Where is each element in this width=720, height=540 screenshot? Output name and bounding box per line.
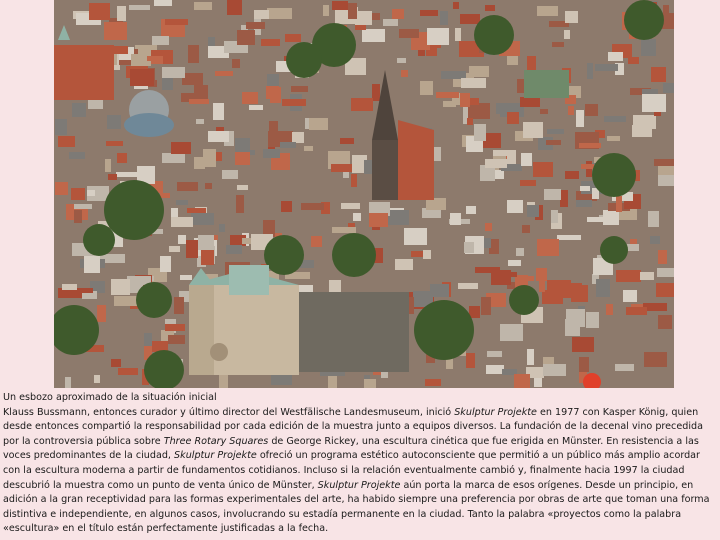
roof-block — [129, 5, 150, 10]
roof-block — [436, 92, 459, 98]
roof-block — [194, 2, 212, 10]
caption-text: ofreció un programa estético autoconsciente que permitió a un público más amplio acordar con la escultura moderna a partir de fundamentos cotidianos. Incluso si la relación eventualmente cambió y, finalmente hacia 1997 la ciudad descubrió la muestra como un punto de venta único de Münster, — [3, 450, 701, 491]
roof-block — [430, 284, 449, 297]
roof-block — [242, 92, 258, 104]
roof-block — [616, 270, 641, 282]
roof-block — [58, 136, 75, 147]
roof-block — [455, 28, 461, 41]
roof-block — [291, 86, 308, 92]
roof-block — [623, 290, 637, 302]
roof-block — [586, 312, 599, 328]
roof-block — [65, 377, 71, 388]
tree-canopy — [136, 282, 172, 318]
roof-block — [104, 22, 127, 40]
roof-block — [392, 9, 404, 19]
tree-canopy — [83, 224, 115, 256]
tree-canopy — [264, 235, 304, 275]
roof-block — [581, 164, 594, 169]
roof-block — [271, 375, 292, 385]
roof-block — [267, 74, 279, 86]
roof-block — [213, 103, 224, 120]
roof-block — [615, 364, 634, 371]
roof-block — [640, 272, 654, 280]
roof-block — [323, 5, 329, 16]
roof-block — [420, 10, 438, 16]
roof-block — [309, 118, 328, 130]
roof-block — [196, 119, 204, 124]
roof-block — [395, 259, 413, 270]
roof-block — [401, 70, 408, 77]
roof-block — [227, 0, 242, 15]
roof-block — [641, 39, 656, 56]
caption-text: Klauss Bussmann, entonces curador y último director del Westfälische Landesmuseum, inició — [3, 406, 455, 418]
roof-block — [108, 174, 117, 180]
tree-canopy — [509, 285, 539, 315]
roof-block — [72, 103, 86, 117]
roof-block — [427, 28, 449, 45]
roof-block — [226, 245, 242, 254]
roof-block — [194, 157, 205, 169]
roof-block — [162, 153, 185, 163]
roof-block — [116, 172, 137, 177]
roof-block — [520, 180, 536, 186]
roof-block — [507, 112, 519, 124]
roof-block — [425, 379, 441, 386]
roof-block — [576, 200, 592, 207]
roof-block — [450, 213, 461, 225]
roof-block — [516, 248, 524, 256]
roof-block — [178, 235, 186, 244]
roof-block — [331, 164, 352, 172]
roof-block — [604, 116, 626, 122]
tree-canopy — [474, 15, 514, 55]
roof-block — [642, 94, 666, 112]
roof-block — [94, 375, 100, 383]
roof-block — [626, 307, 647, 315]
roof-block — [458, 283, 478, 289]
roof-block — [237, 185, 248, 190]
roof-block — [468, 103, 490, 119]
roof-block — [547, 280, 571, 298]
roof-block — [533, 162, 553, 177]
roof-block — [84, 255, 100, 273]
roof-block — [235, 150, 250, 165]
caption-body — [3, 406, 715, 537]
roof-block — [657, 268, 674, 277]
roof-block — [474, 124, 486, 141]
roof-block — [117, 6, 126, 21]
roof-block — [579, 143, 601, 148]
roof-block — [461, 78, 486, 88]
roof-block — [105, 159, 111, 172]
caption-text: en 1977 con Kasper König, quien desde entonces compartió la responsabilidad por cada edición de la muestra junto a equipos diversos. La fundación de la decenal vino precedida por la controversia pública sobre — [3, 406, 703, 447]
roof-block — [191, 213, 214, 225]
roof-block — [527, 349, 534, 365]
roof-block — [249, 105, 263, 110]
roof-block — [117, 153, 127, 163]
roof-block — [399, 29, 419, 38]
roof-block — [580, 186, 590, 191]
tree-canopy — [592, 153, 636, 197]
roof-block — [527, 205, 539, 217]
roof-block — [546, 140, 561, 145]
roof-block — [332, 1, 348, 10]
roof-block — [383, 19, 398, 26]
roof-block — [606, 304, 613, 315]
tree-canopy — [600, 236, 628, 264]
roof-block — [180, 275, 192, 280]
roof-block — [565, 11, 578, 23]
tree-canopy — [332, 233, 376, 277]
roof-block — [168, 335, 185, 344]
roof-block — [508, 260, 521, 266]
roof-block — [118, 368, 138, 375]
roof-block — [547, 129, 564, 134]
roof-block — [658, 250, 667, 264]
roof-block — [62, 284, 77, 290]
roof-block — [280, 142, 296, 148]
roof-block — [372, 84, 380, 101]
roof-block — [523, 122, 543, 138]
roof-block — [107, 115, 121, 129]
roof-block — [89, 3, 110, 20]
roof-block — [557, 235, 581, 240]
roof-block — [332, 227, 356, 233]
roof-block — [464, 242, 474, 253]
sports-field — [524, 70, 569, 98]
roof-block — [537, 6, 558, 16]
roof-block — [341, 203, 360, 209]
roof-block — [587, 217, 604, 222]
roof-block — [644, 352, 667, 367]
roof-block — [162, 67, 185, 78]
roof-block — [144, 333, 152, 346]
cathedral — [189, 265, 299, 375]
roof-block — [215, 71, 233, 76]
roof-block — [585, 104, 598, 116]
caption-italic-title: Skulptur Projekte — [317, 479, 401, 491]
roof-block — [328, 376, 337, 388]
roof-block — [71, 188, 85, 200]
caption-block — [3, 391, 715, 537]
roof-block — [551, 210, 558, 223]
roof-block — [404, 228, 427, 245]
tree-canopy — [104, 180, 164, 240]
roof-block — [579, 357, 589, 372]
roof-block — [663, 83, 674, 93]
roof-block — [152, 36, 169, 45]
roof-block — [171, 142, 191, 154]
roof-block — [186, 240, 198, 258]
caption-italic-title: Skulptur Projekte — [174, 450, 257, 462]
roof-block — [441, 71, 466, 79]
roof-block — [475, 267, 500, 273]
roof-block — [460, 93, 470, 107]
roof-block — [147, 56, 160, 61]
aerial-city-photo — [54, 0, 674, 388]
roof-block — [658, 315, 672, 329]
roof-block — [111, 279, 130, 295]
roof-block — [560, 190, 568, 207]
roof-block — [648, 211, 659, 227]
roof-block — [423, 250, 431, 259]
roof-block — [174, 297, 184, 314]
roof-block — [198, 235, 214, 250]
roof-block — [348, 3, 357, 19]
caption-text: de George Rickey, una escultura cinética que fue erigida en Münster. En resistencia a las voces predominantes de la ciudad, — [3, 435, 699, 462]
roof-block — [467, 118, 473, 125]
roof-block — [485, 159, 507, 168]
roof-block — [507, 200, 523, 213]
roof-block — [656, 283, 674, 297]
roof-block — [539, 279, 545, 292]
roof-block — [171, 217, 193, 227]
roof-block — [169, 246, 180, 252]
caption-title: Un esbozo aproximado de la situación inicial — [3, 392, 217, 403]
roof-block — [343, 171, 349, 178]
roof-block — [246, 22, 265, 29]
roof-block — [263, 149, 280, 158]
roof-block — [97, 305, 106, 322]
roof-block — [466, 353, 475, 368]
roof-block — [608, 52, 623, 61]
roof-block — [466, 206, 476, 214]
roof-block — [568, 106, 574, 115]
roof-block — [55, 182, 68, 195]
roof-block — [160, 193, 170, 198]
roof-block — [469, 306, 480, 318]
roof-block — [537, 239, 559, 256]
roof-block — [543, 364, 566, 376]
roof-block — [267, 8, 292, 19]
roof-block — [254, 10, 269, 19]
roof-block — [208, 131, 229, 142]
roof-block — [351, 174, 357, 187]
roof-block — [397, 58, 406, 63]
roof-block — [69, 152, 85, 159]
roof-block — [487, 351, 502, 357]
roof-block — [440, 11, 448, 25]
roof-block — [189, 99, 209, 104]
roof-block — [587, 63, 593, 79]
roof-block — [182, 73, 203, 85]
roof-block — [595, 64, 618, 71]
roof-block — [219, 224, 225, 232]
roof-block — [222, 170, 238, 179]
roof-block — [165, 324, 185, 331]
roof-block — [351, 98, 373, 111]
roof-block — [527, 56, 536, 72]
roof-block — [486, 365, 504, 374]
roof-block — [219, 373, 228, 388]
roof-block — [453, 2, 459, 9]
roof-block — [353, 213, 361, 221]
roof-block — [521, 153, 532, 166]
roof-block — [364, 379, 376, 388]
roof-block — [188, 45, 199, 63]
roof-block — [55, 119, 67, 135]
roof-block — [235, 138, 250, 152]
roof-block — [596, 279, 610, 297]
roof-block — [650, 236, 660, 244]
roof-block — [74, 204, 92, 209]
roof-block — [460, 14, 480, 24]
roof-block — [281, 201, 292, 212]
roof-block — [481, 297, 491, 315]
roof-block — [362, 29, 385, 42]
roof-block — [520, 97, 540, 107]
caption-italic-title: Three Rotary Squares — [163, 435, 269, 447]
roof-block — [654, 159, 674, 166]
roof-block — [130, 69, 154, 86]
tree-canopy — [286, 42, 322, 78]
roof-block — [74, 210, 82, 223]
roof-block — [544, 189, 561, 200]
tree-canopy — [414, 300, 474, 360]
roof-block — [177, 182, 198, 191]
roof-block — [304, 146, 313, 151]
roof-block — [160, 256, 171, 272]
roof-block — [114, 296, 138, 306]
roof-block — [566, 309, 585, 327]
roof-block — [82, 288, 93, 293]
roof-block — [616, 196, 622, 212]
cathedral-square — [299, 292, 409, 372]
roof-block — [261, 39, 280, 46]
roof-block — [111, 359, 121, 367]
tree-canopy — [624, 0, 664, 40]
roof-block — [552, 42, 564, 47]
roof-block — [301, 203, 324, 210]
roof-block — [236, 195, 244, 213]
roof-block — [282, 99, 306, 106]
roof-block — [572, 337, 594, 352]
roof-block — [632, 125, 652, 137]
roof-block — [285, 34, 301, 42]
roof-block — [603, 210, 619, 225]
roof-block — [540, 109, 548, 114]
roof-block — [292, 132, 304, 143]
roof-block — [420, 81, 433, 95]
roof-block — [205, 183, 212, 189]
roof-block — [576, 110, 584, 127]
roof-block — [651, 67, 666, 82]
roof-block — [369, 213, 388, 227]
roof-block — [237, 30, 255, 45]
roof-block — [663, 5, 669, 13]
roof-block — [485, 5, 495, 11]
roof-block — [514, 374, 530, 388]
roof-block — [564, 30, 570, 39]
roof-block — [106, 141, 123, 146]
caption-italic-title: Skulptur Projekte — [454, 406, 537, 418]
roof-block — [628, 57, 639, 64]
roof-block — [232, 59, 240, 68]
caption-text: aún porta la marca de esos orígenes. Desde un principio, en adición a la gran receptividad para las formas experimentales del arte, ha habido siempre una preferencia por obras de arte que toman una forma distintiva e independiente, en algunos casos, involucrando su estadía permanente en la ciudad. Tanto la palabra «proyectos como la palabra «escultura» en el título están perfectamente justificadas a la fecha. — [3, 479, 710, 535]
roof-block — [485, 223, 492, 231]
roof-block — [176, 200, 188, 205]
roof-block — [154, 0, 172, 6]
roof-block — [165, 19, 188, 25]
roof-block — [340, 138, 354, 144]
roof-block — [469, 66, 489, 77]
roof-block — [266, 86, 279, 99]
roof-block — [311, 236, 322, 247]
city-illustration — [54, 0, 674, 388]
roof-block — [87, 190, 95, 196]
roof-block — [630, 239, 637, 244]
roof-block — [500, 324, 523, 341]
roof-block — [522, 225, 530, 233]
roof-block — [565, 171, 579, 179]
roof-block — [607, 136, 620, 141]
roof-block — [187, 208, 206, 213]
